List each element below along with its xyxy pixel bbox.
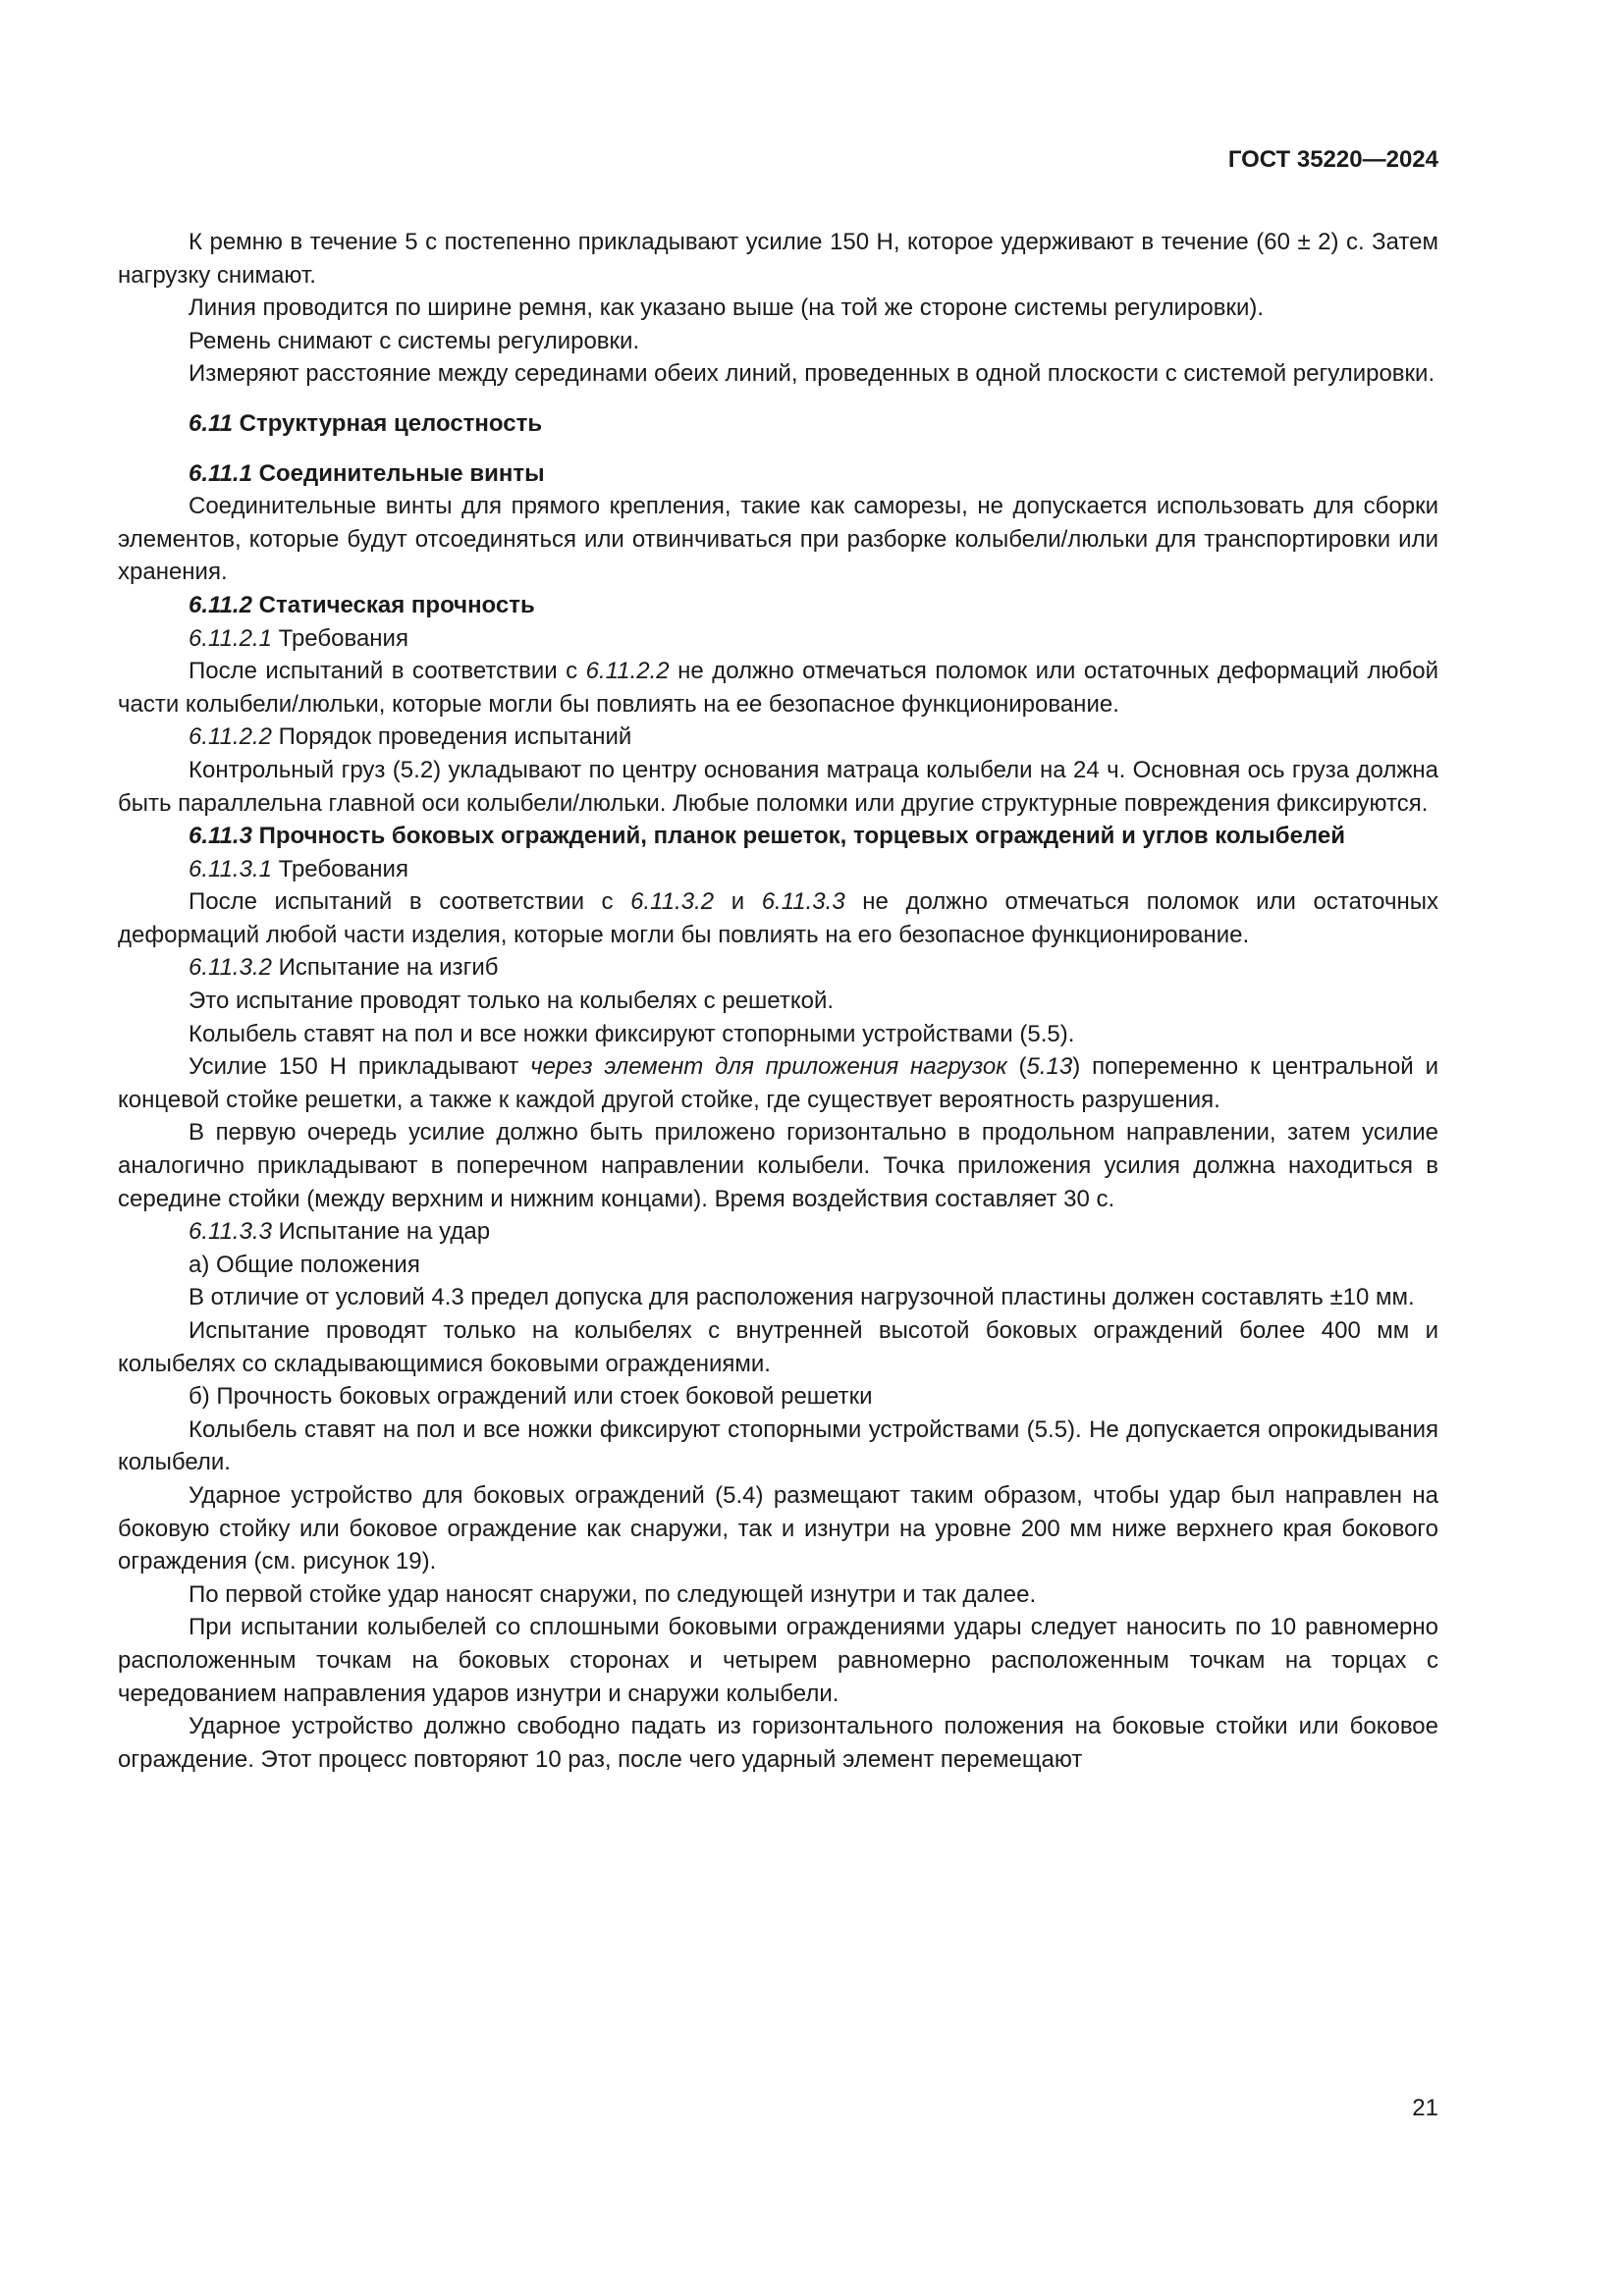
body-paragraph (118, 655, 1438, 721)
body-paragraph: Колыбель ставят на пол и все ножки фиксируют стопорными устройствами (5.5). (189, 1020, 1075, 1047)
subsection-number: 6.11.3.3 (189, 1218, 272, 1246)
body-paragraph: Линия проводится по ширине ремня, как указано выше (на той же стороне системы регулировки). (189, 294, 1265, 322)
section-title: Прочность боковых ограждений, планок решеток, торцевых ограждений и углов колыбелей (258, 823, 1345, 850)
body-paragraph: По первой стойке удар наносят снаружи, по следующей изнутри и так далее. (189, 1580, 1037, 1608)
body-paragraph: Соединительные винты для прямого крепления, такие как саморезы, не допускается использовать для сборки элементов, которые будут отсоединяться или отвинчиваться при разборке колыбели/люльки для транспортировки или хранения. (118, 493, 1438, 586)
text-run: Усилие 150 Н прикладывают (189, 1053, 531, 1081)
body-paragraph (118, 1050, 1438, 1116)
body-paragraph: а) Общие положения (189, 1251, 420, 1278)
section-title: Соединительные винты (258, 459, 545, 487)
body-paragraph: Колыбель ставят на пол и все ножки фиксируют стопорными устройствами (5.5). Не допускается опрокидывания колыбели. (118, 1415, 1438, 1476)
text-run: ( (1006, 1053, 1027, 1081)
reference-text: 6.11.2.2 (585, 658, 670, 685)
body-paragraph: Ударное устройство для боковых ограждений (5.4) размещают таким образом, чтобы удар был направлен на боковую стойку или боковое ограждение как снаружи, так и изнутри на уровне 200 мм ниже верхнего края бокового ограждения (см. рисунок 19). (118, 1481, 1438, 1575)
body-paragraph: При испытании колыбелей со сплошными боковыми ограждениями удары следует наносить по 10 равномерно расположенным точкам на боковых сторонах и четырем равномерно расположенным точкам на торцах с чередованием направления ударов изнутри и снаружи колыбели. (118, 1614, 1438, 1707)
section-title: Статическая прочность (258, 591, 535, 618)
text-run: После испытаний в соответствии с (189, 888, 631, 916)
body-paragraph: К ремню в течение 5 с постепенно прикладывают усилие 150 Н, которое удерживают в течение (60 ± 2) с. Затем нагрузку снимают. (118, 229, 1438, 289)
section-heading (118, 457, 1438, 491)
section-heading (118, 407, 1438, 441)
page-number: 21 (1412, 2095, 1438, 2121)
subsection-title: Требования (278, 855, 408, 882)
subsection-title: Требования (278, 624, 408, 652)
subsection-heading (118, 622, 1438, 656)
section-number: 6.11.2 (189, 591, 252, 618)
subsection-number: 6.11.2.2 (189, 723, 272, 751)
reference-text: 6.11.3.2 (630, 888, 715, 916)
section-heading (118, 589, 1438, 622)
subsection-title: Порядок проведения испытаний (278, 723, 632, 751)
text-run: После испытаний в соответствии с (189, 658, 586, 685)
subsection-heading (118, 1215, 1438, 1249)
document-header-id: ГОСТ 35220—2024 (1227, 146, 1438, 173)
body-paragraph: Ударное устройство должно свободно падать из горизонтального положения на боковые стойки или боковое ограждение. Этот процесс повторяют 10 раз, после чего ударный элемент перемещают (118, 1713, 1438, 1773)
paragraph-spacer (118, 441, 1438, 457)
section-number: 6.11 (189, 409, 233, 437)
paragraph-spacer (118, 391, 1438, 407)
subsection-heading (118, 951, 1438, 985)
body-paragraph: В первую очередь усилие должно быть приложено горизонтально в продольном направлении, затем усилие аналогично прикладывают в поперечном направлении колыбели. Точка приложения усилия должна находиться в середине стойки (между верхним и нижним концами). Время воздействия составляет 30 с. (118, 1119, 1438, 1212)
subsection-heading (118, 721, 1438, 754)
subsection-number: 6.11.2.1 (189, 624, 272, 652)
body-paragraph: Испытание проводят только на колыбелях с внутренней высотой боковых ограждений более 400 мм и колыбелях со складывающимися боковыми ограждениями. (118, 1317, 1438, 1377)
reference-text: 5.13 (1026, 1053, 1073, 1081)
text-run: не должно отмечаться поломок или остаточных деформаций любой части изделия, которые могли бы повлиять на его безопасное функционирование. (118, 888, 1438, 948)
reference-text: через элемент для приложения нагрузок (530, 1053, 1007, 1081)
subsection-number: 6.11.3.1 (189, 855, 272, 882)
section-title: Структурная целостность (239, 409, 543, 437)
body-paragraph: Контрольный груз (5.2) укладывают по центру основания матраца колыбели на 24 ч. Основная ось груза должна быть параллельна главной оси колыбели/люльки. Любые поломки или другие структурные повреждения фиксируются. (118, 756, 1438, 817)
document-body (118, 226, 1438, 1776)
subsection-heading (118, 853, 1438, 886)
subsection-title: Испытание на изгиб (278, 954, 499, 982)
text-run: не должно отмечаться поломок или остаточных деформаций любой части колыбели/люльки, которые могли бы повлиять на ее безопасное функционирование. (118, 658, 1438, 718)
body-paragraph: Измеряют расстояние между серединами обеих линий, проведенных в одной плоскости с системой регулировки. (189, 360, 1435, 388)
text-run: ) попеременно к центральной и концевой стойке решетки, а также к каждой другой стойке, где существует вероятность разрушения. (118, 1053, 1439, 1113)
body-paragraph (118, 885, 1438, 951)
section-number: 6.11.3 (189, 823, 252, 850)
body-paragraph: Это испытание проводят только на колыбелях с решеткой. (189, 988, 835, 1015)
section-number: 6.11.1 (189, 459, 252, 487)
subsection-number: 6.11.3.2 (189, 954, 272, 982)
text-run: и (714, 888, 762, 916)
section-heading (118, 820, 1438, 853)
body-paragraph: б) Прочность боковых ограждений или стоек боковой решетки (189, 1383, 873, 1411)
reference-text: 6.11.3.3 (761, 888, 845, 916)
body-paragraph: Ремень снимают с системы регулировки. (189, 327, 640, 354)
body-paragraph: В отличие от условий 4.3 предел допуска для расположения нагрузочной пластины должен составлять ±10 мм. (189, 1284, 1415, 1311)
subsection-title: Испытание на удар (278, 1218, 491, 1246)
